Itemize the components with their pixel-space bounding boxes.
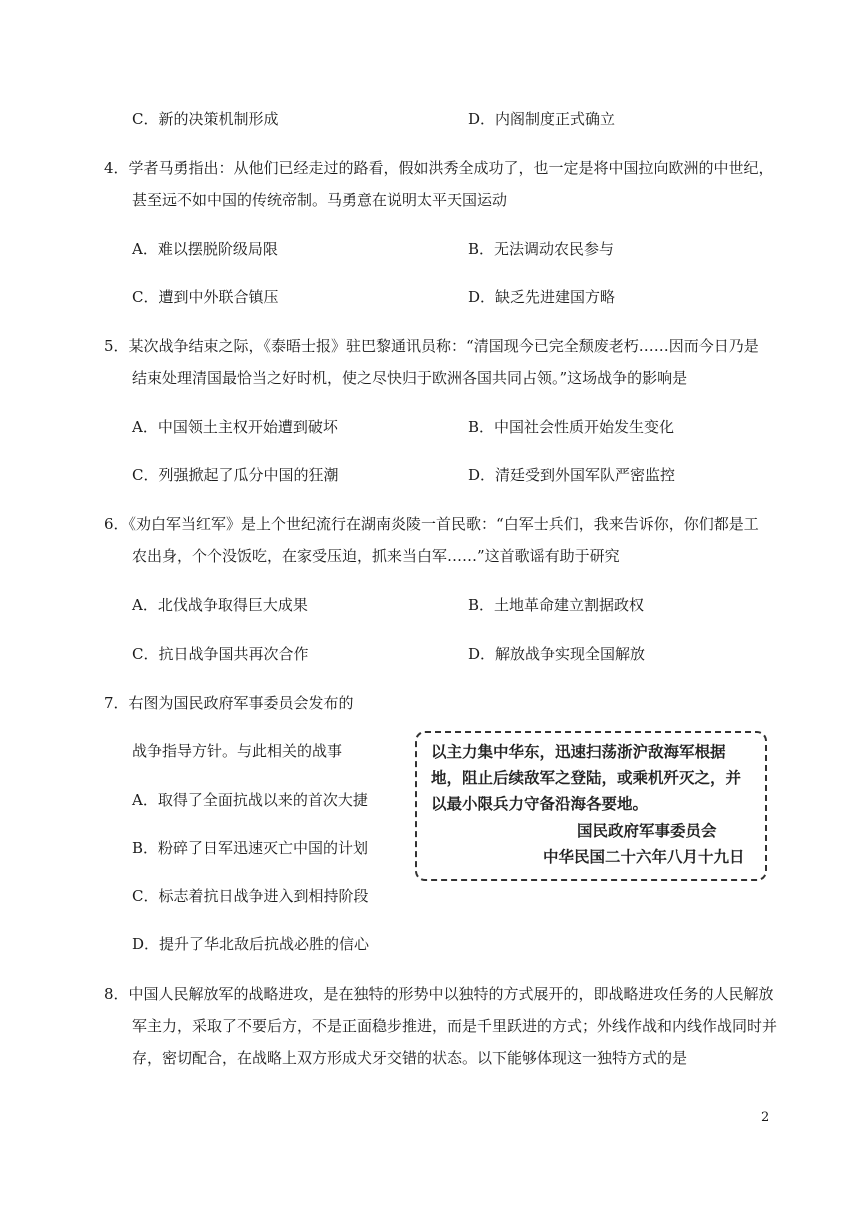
q8-stem-line3: 存，密切配合，在战略上双方形成犬牙交错的状态。以下能够体现这一独特方式的是: [132, 1049, 688, 1067]
q4-stem-line1: 4．学者马勇指出：从他们已经走过的路看，假如洪秀全成功了，也一定是将中国拉向欧洲的中世纪，: [104, 159, 774, 177]
q5-stem-line1: 5．某次战争结束之际，《泰晤士报》驻巴黎通讯员称：“清国现今已完全颓废老朽……因而今日乃是: [104, 337, 759, 355]
q5-option-a: A．中国领土主权开始遭到破坏: [132, 418, 338, 436]
q7-option-c: C．标志着抗日战争进入到相持阶段: [132, 887, 369, 905]
q7-directive-figure: [415, 731, 767, 881]
directive-line3: 以最小限兵力守备沿海各要地。: [431, 795, 649, 813]
q6-option-d: D．解放战争实现全国解放: [468, 645, 646, 663]
q7-option-d: D．提升了华北敌后抗战必胜的信心: [132, 935, 370, 953]
q7-option-a: A．取得了全面抗战以来的首次大捷: [132, 791, 368, 809]
q4-option-a: A．难以摆脱阶级局限: [132, 240, 278, 258]
q6-stem-line1: 6．《劝白军当红军》是上个世纪流行在湖南炎陵一首民歌：“白军士兵们，我来告诉你，你们都是工: [104, 515, 759, 533]
q4-option-d: D．缺乏先进建国方略: [468, 288, 616, 306]
q6-option-a: A．北伐战争取得巨大成果: [132, 596, 308, 614]
q7-stem-line1: 7．右图为国民政府军事委员会发布的: [104, 694, 354, 712]
directive-line1: 以主力集中华东，迅速扫荡浙沪敌海军根据: [431, 743, 726, 761]
q3-option-c: C．新的决策机制形成: [132, 110, 279, 128]
q8-stem-line1: 8．中国人民解放军的战略进攻，是在独特的形势中以独特的方式展开的，即战略进攻任务的人民解放: [104, 985, 774, 1003]
q6-option-c: C．抗日战争国共再次合作: [132, 645, 309, 663]
q5-option-d: D．清廷受到外国军队严密监控: [468, 466, 676, 484]
q5-option-c: C．列强掀起了瓜分中国的狂潮: [132, 466, 339, 484]
q5-option-b: B．中国社会性质开始发生变化: [468, 418, 675, 436]
directive-issuer: 国民政府军事委员会: [577, 822, 717, 840]
q4-stem-line2: 甚至远不如中国的传统帝制。马勇意在说明太平天国运动: [132, 191, 508, 209]
q7-option-b: B．粉碎了日军迅速灭亡中国的计划: [132, 839, 369, 857]
q5-stem-line2: 结束处理清国最恰当之好时机，使之尽快归于欧洲各国共同占领。”这场战争的影响是: [132, 369, 688, 387]
q7-stem-line2: 战争指导方针。与此相关的战事: [132, 742, 343, 760]
q3-option-d: D．内阁制度正式确立: [468, 110, 616, 128]
q6-stem-line2: 农出身，个个没饭吃，在家受压迫，抓来当白军……”这首歌谣有助于研究: [132, 547, 620, 565]
q8-stem-line2: 军主力，采取了不要后方，不是正面稳步推进，而是千里跃进的方式；外线作战和内线作战同时并: [132, 1017, 778, 1035]
q6-option-b: B．土地革命建立割据政权: [468, 596, 645, 614]
q4-option-c: C．遭到中外联合镇压: [132, 288, 279, 306]
q4-option-b: B．无法调动农民参与: [468, 240, 615, 258]
directive-date: 中华民国二十六年八月十九日: [543, 848, 745, 866]
page-number: 2: [761, 1110, 770, 1125]
directive-line2: 地，阻止后续敌军之登陆，或乘机歼灭之，并: [431, 769, 742, 787]
